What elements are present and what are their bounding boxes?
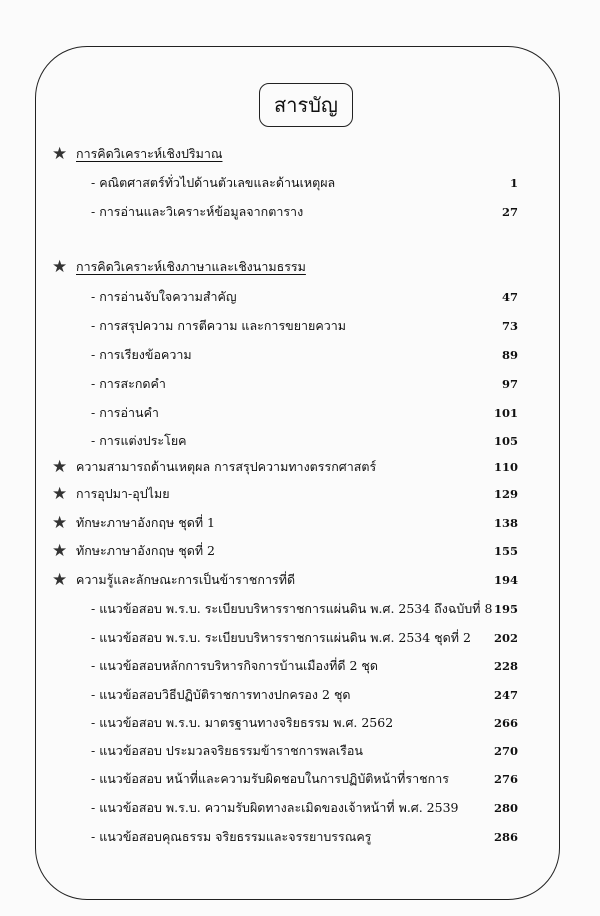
toc-entry-title: - แนวข้อสอบ พ.ร.บ. ความรับผิดทางละเมิดของเจ้าหน้าที่ พ.ศ. 2539 — [91, 800, 459, 815]
toc-entry[interactable] — [0, 286, 600, 308]
toc-section[interactable] — [0, 456, 600, 478]
toc-entry[interactable] — [0, 712, 600, 734]
page-number: 47 — [501, 290, 518, 304]
page-number: 276 — [493, 772, 518, 786]
toc-entry-title: - การแต่งประโยค — [91, 433, 187, 448]
toc-section[interactable] — [0, 256, 600, 278]
star-icon: ★ — [52, 570, 68, 590]
toc-section[interactable] — [0, 483, 600, 505]
page-number: 138 — [493, 516, 518, 530]
star-icon: ★ — [52, 513, 68, 533]
page-number: 27 — [501, 205, 518, 219]
toc-entry[interactable] — [0, 655, 600, 677]
page-number: 155 — [493, 544, 518, 558]
toc-entry-title: - แนวข้อสอบ ประมวลจริยธรรมข้าราชการพลเรือน — [91, 743, 363, 758]
toc-section[interactable] — [0, 540, 600, 562]
toc-entry[interactable] — [0, 598, 600, 620]
star-icon: ★ — [52, 541, 68, 561]
toc-entry[interactable] — [0, 315, 600, 337]
toc-section[interactable] — [0, 143, 600, 165]
toc-entry-title: - แนวข้อสอบ พ.ร.บ. มาตรฐานทางจริยธรรม พ.ศ. 2562 — [91, 715, 394, 730]
toc-entry[interactable] — [0, 627, 600, 649]
toc-entry[interactable] — [0, 797, 600, 819]
page-number: 286 — [493, 830, 518, 844]
page-title: สารบัญ — [259, 83, 353, 127]
toc-entry[interactable] — [0, 826, 600, 848]
toc-entry[interactable] — [0, 172, 600, 194]
toc-entry-title: - การอ่านคำ — [91, 405, 159, 420]
toc-entry-title: - แนวข้อสอบคุณธรรม จริยธรรมและจรรยาบรรณครู — [91, 829, 372, 844]
toc-section-title: ความรู้และลักษณะการเป็นข้าราชการที่ดี — [76, 572, 296, 587]
page-number: 266 — [493, 716, 518, 730]
page-number: 194 — [493, 573, 518, 587]
star-icon: ★ — [52, 457, 68, 477]
toc-entry-title: - การอ่านและวิเคราะห์ข้อมูลจากตาราง — [91, 204, 304, 219]
toc-section-title: ทักษะภาษาอังกฤษ ชุดที่ 1 — [76, 515, 216, 530]
toc-entry-title: - แนวข้อสอบวิธีปฏิบัติราชการทางปกครอง 2 ชุด — [91, 687, 351, 702]
toc-section-title: การอุปมา-อุปไมย — [76, 486, 170, 501]
page-number: 97 — [501, 377, 518, 391]
page-number: 247 — [493, 688, 518, 702]
toc-entry-title: - การอ่านจับใจความสำคัญ — [91, 289, 237, 304]
page-number: 89 — [501, 348, 518, 362]
toc-section[interactable] — [0, 512, 600, 534]
page-number: 73 — [501, 319, 518, 333]
page-number: 110 — [493, 460, 518, 474]
toc-section-title: การคิดวิเคราะห์เชิงภาษาและเชิงนามธรรม — [76, 259, 306, 274]
toc-entry[interactable] — [0, 201, 600, 223]
toc-entry-title: - การเรียงข้อความ — [91, 347, 192, 362]
toc-entry-title: - แนวข้อสอบหลักการบริหารกิจการบ้านเมืองที่ดี 2 ชุด — [91, 658, 379, 673]
toc-entry[interactable] — [0, 684, 600, 706]
toc-entry[interactable] — [0, 402, 600, 424]
page-number: 270 — [493, 744, 518, 758]
page-number: 195 — [493, 602, 518, 616]
toc-entry[interactable] — [0, 344, 600, 366]
star-icon: ★ — [52, 257, 68, 277]
star-icon: ★ — [52, 144, 68, 164]
toc-section[interactable] — [0, 569, 600, 591]
toc-entry-title: - แนวข้อสอบ พ.ร.บ. ระเบียบบริหารราชการแผ่นดิน พ.ศ. 2534 ถึงฉบับที่ 8 — [91, 601, 493, 616]
toc-entry-title: - คณิตศาสตร์ทั่วไปด้านตัวเลขและด้านเหตุผล — [91, 175, 336, 190]
star-icon: ★ — [52, 484, 68, 504]
page-number: 1 — [509, 176, 518, 190]
toc-section-title: การคิดวิเคราะห์เชิงปริมาณ — [76, 146, 223, 161]
toc-entry[interactable] — [0, 768, 600, 790]
toc-section-title: ทักษะภาษาอังกฤษ ชุดที่ 2 — [76, 543, 216, 558]
toc-entry-title: - การสะกดคำ — [91, 376, 166, 391]
toc-section-title: ความสามารถด้านเหตุผล การสรุปความทางตรรกศาสตร์ — [76, 459, 377, 474]
page-number: 129 — [493, 487, 518, 501]
toc-entry[interactable] — [0, 430, 600, 452]
toc-entry-title: - การสรุปความ การตีความ และการขยายความ — [91, 318, 347, 333]
page-number: 202 — [493, 631, 518, 645]
page-number: 105 — [493, 434, 518, 448]
page-number: 280 — [493, 801, 518, 815]
toc-entry[interactable] — [0, 373, 600, 395]
toc-entry-title: - แนวข้อสอบ หน้าที่และความรับผิดชอบในการปฏิบัติหน้าที่ราชการ — [91, 771, 449, 786]
page-number: 228 — [493, 659, 518, 673]
page-number: 101 — [493, 406, 518, 420]
toc-entry-title: - แนวข้อสอบ พ.ร.บ. ระเบียบบริหารราชการแผ่นดิน พ.ศ. 2534 ชุดที่ 2 — [91, 630, 471, 645]
toc-entry[interactable] — [0, 740, 600, 762]
